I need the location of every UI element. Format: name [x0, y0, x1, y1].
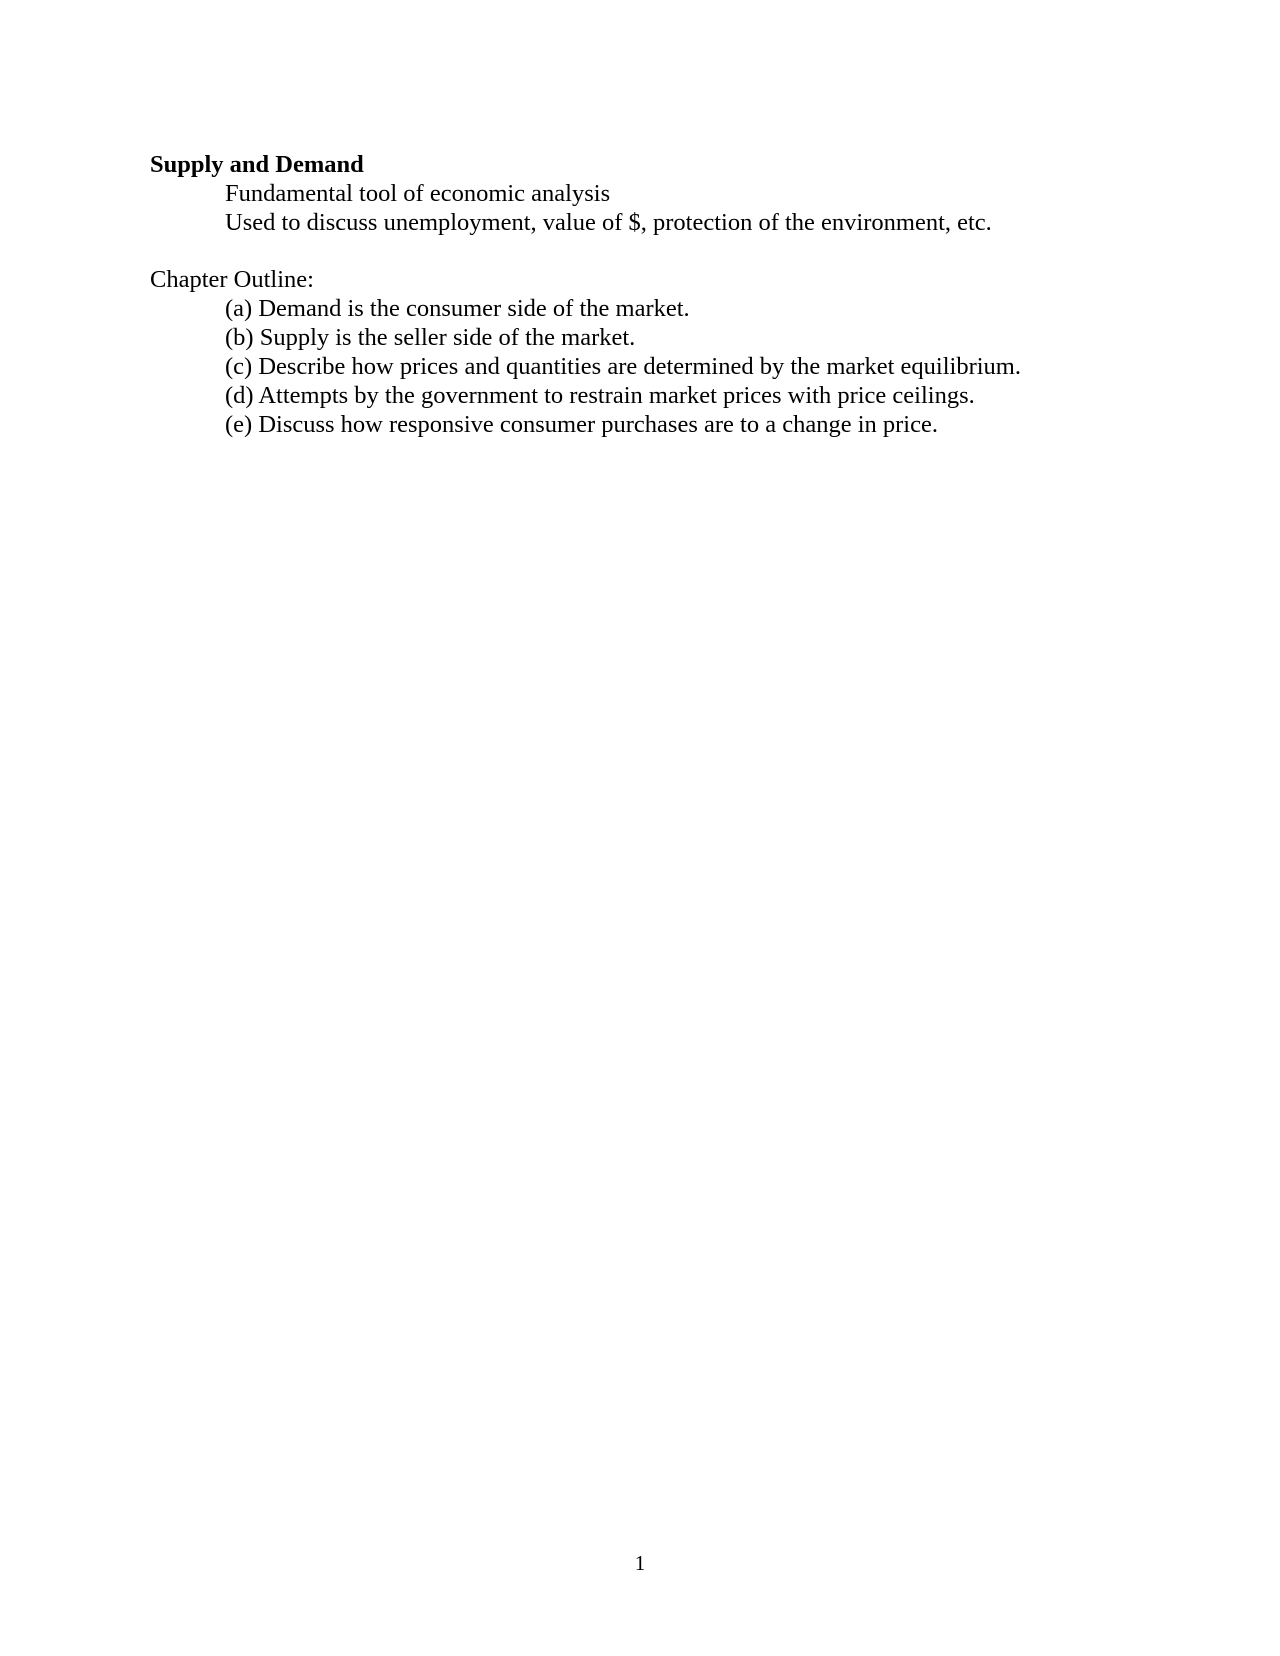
outline-list [150, 294, 1150, 439]
page-title: Supply and Demand [150, 151, 364, 178]
intro-block [150, 179, 1150, 237]
page-number: 1 [634, 1551, 646, 1575]
outline-item: (c) Describe how prices and quantities are determined by the market equilibrium. [225, 353, 1021, 380]
outline-item: (b) Supply is the seller side of the market. [225, 324, 636, 351]
outline-heading: Chapter Outline: [150, 266, 314, 293]
intro-line: Fundamental tool of economic analysis [225, 180, 611, 207]
intro-line: Used to discuss unemployment, value of $, protection of the environment, etc. [225, 209, 992, 236]
section-spacer [150, 237, 1150, 265]
page-content [150, 150, 1150, 439]
outline-item: (d) Attempts by the government to restrain market prices with price ceilings. [225, 382, 975, 409]
outline-item: (e) Discuss how responsive consumer purchases are to a change in price. [225, 411, 938, 438]
outline-item: (a) Demand is the consumer side of the market. [225, 295, 690, 322]
